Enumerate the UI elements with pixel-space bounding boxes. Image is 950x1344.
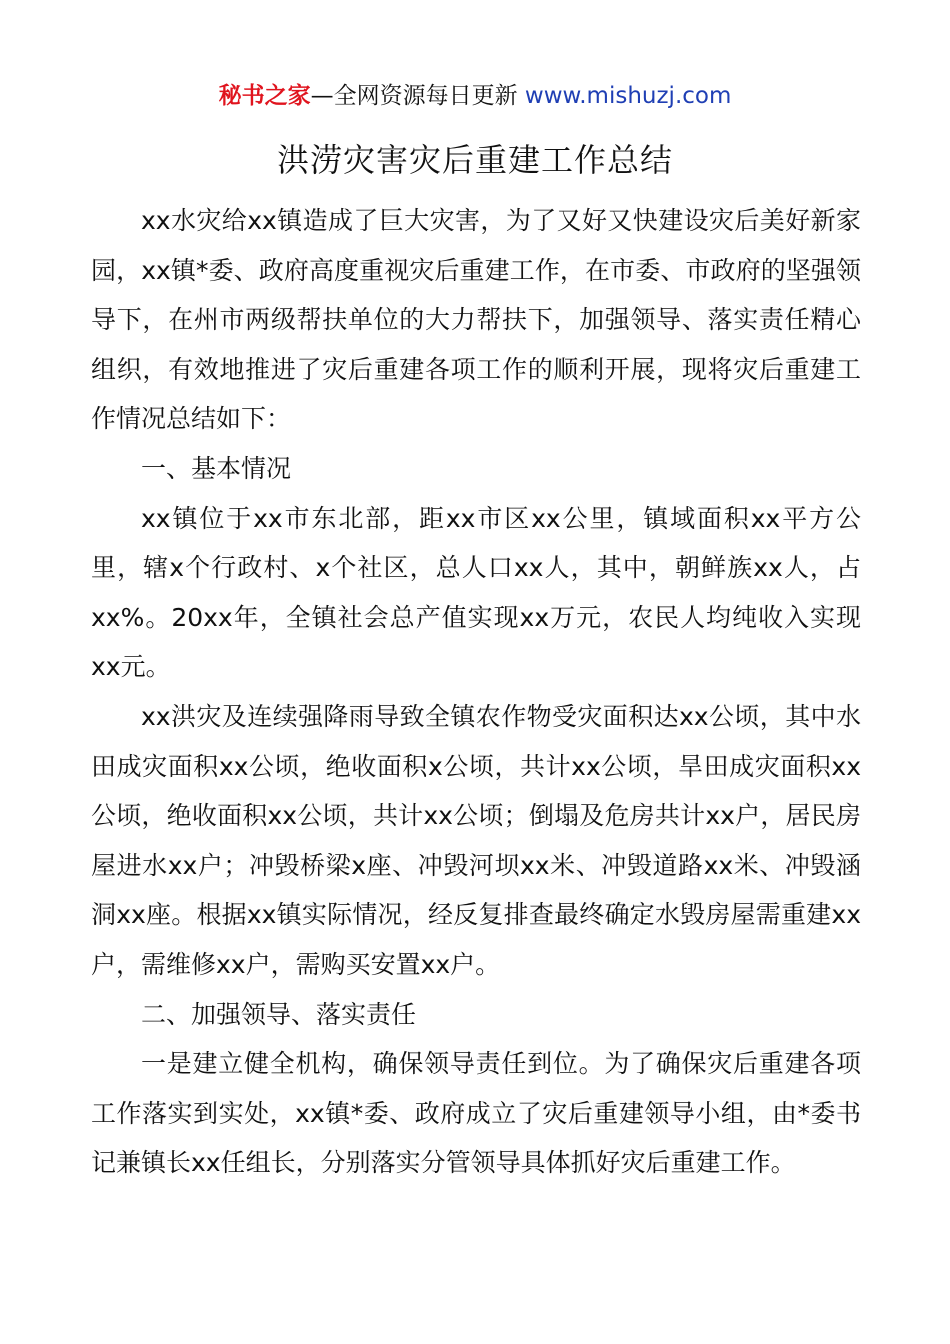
section-heading-basic-situation: 一、基本情况 bbox=[141, 453, 292, 483]
document-title: 洪涝灾害灾后重建工作总结 bbox=[276, 141, 673, 179]
brand-name: 秘书之家 bbox=[218, 83, 311, 109]
site-header bbox=[0, 80, 950, 112]
paragraph-town-overview: xx镇位于xx市东北部，距xx市区xx公里，镇域面积xx平方公里，辖x个行政村、x个社区，总人口xx人，其中，朝鲜族xx人，占xx%。20xx年，全镇社会总产值实现xx万元，农民人均纯收入实现xx元。 bbox=[91, 503, 861, 682]
paragraph-disaster-damage: xx洪灾及连续强降雨导致全镇农作物受灾面积达xx公顷，其中水田成灾面积xx公顷，绝收面积x公顷，共计xx公顷，旱田成灾面积xx公顷，绝收面积xx公顷，共计xx公顷；倒塌及危房共计xx户，居民房屋进水xx户；冲毁桥梁x座、冲毁河坝xx米、冲毁道路xx米、冲毁涵洞xx座。根据xx镇实际情况，经反复排查最终确定水毁房屋需重建xx户，需维修xx户，需购买安置xx户。 bbox=[91, 701, 861, 979]
section-heading-leadership: 二、加强领导、落实责任 bbox=[141, 999, 417, 1029]
site-url-link[interactable]: www.mishuzj.com bbox=[524, 83, 732, 109]
header-tagline: —全网资源每日更新 bbox=[310, 83, 525, 109]
intro-paragraph: xx水灾给xx镇造成了巨大灾害，为了又好又快建设灾后美好新家园，xx镇*委、政府高度重视灾后重建工作，在市委、市政府的坚强领导下，在州市两级帮扶单位的大力帮扶下，加强领导、落实责任精心组织，有效地推进了灾后重建各项工作的顺利开展，现将灾后重建工作情况总结如下： bbox=[91, 206, 861, 434]
paragraph-organization: 一是建立健全机构，确保领导责任到位。为了确保灾后重建各项工作落实到实处，xx镇*委、政府成立了灾后重建领导小组，由*委书记兼镇长xx任组长，分别落实分管领导具体抓好灾后重建工作。 bbox=[91, 1049, 861, 1178]
document-body bbox=[91, 196, 861, 1188]
